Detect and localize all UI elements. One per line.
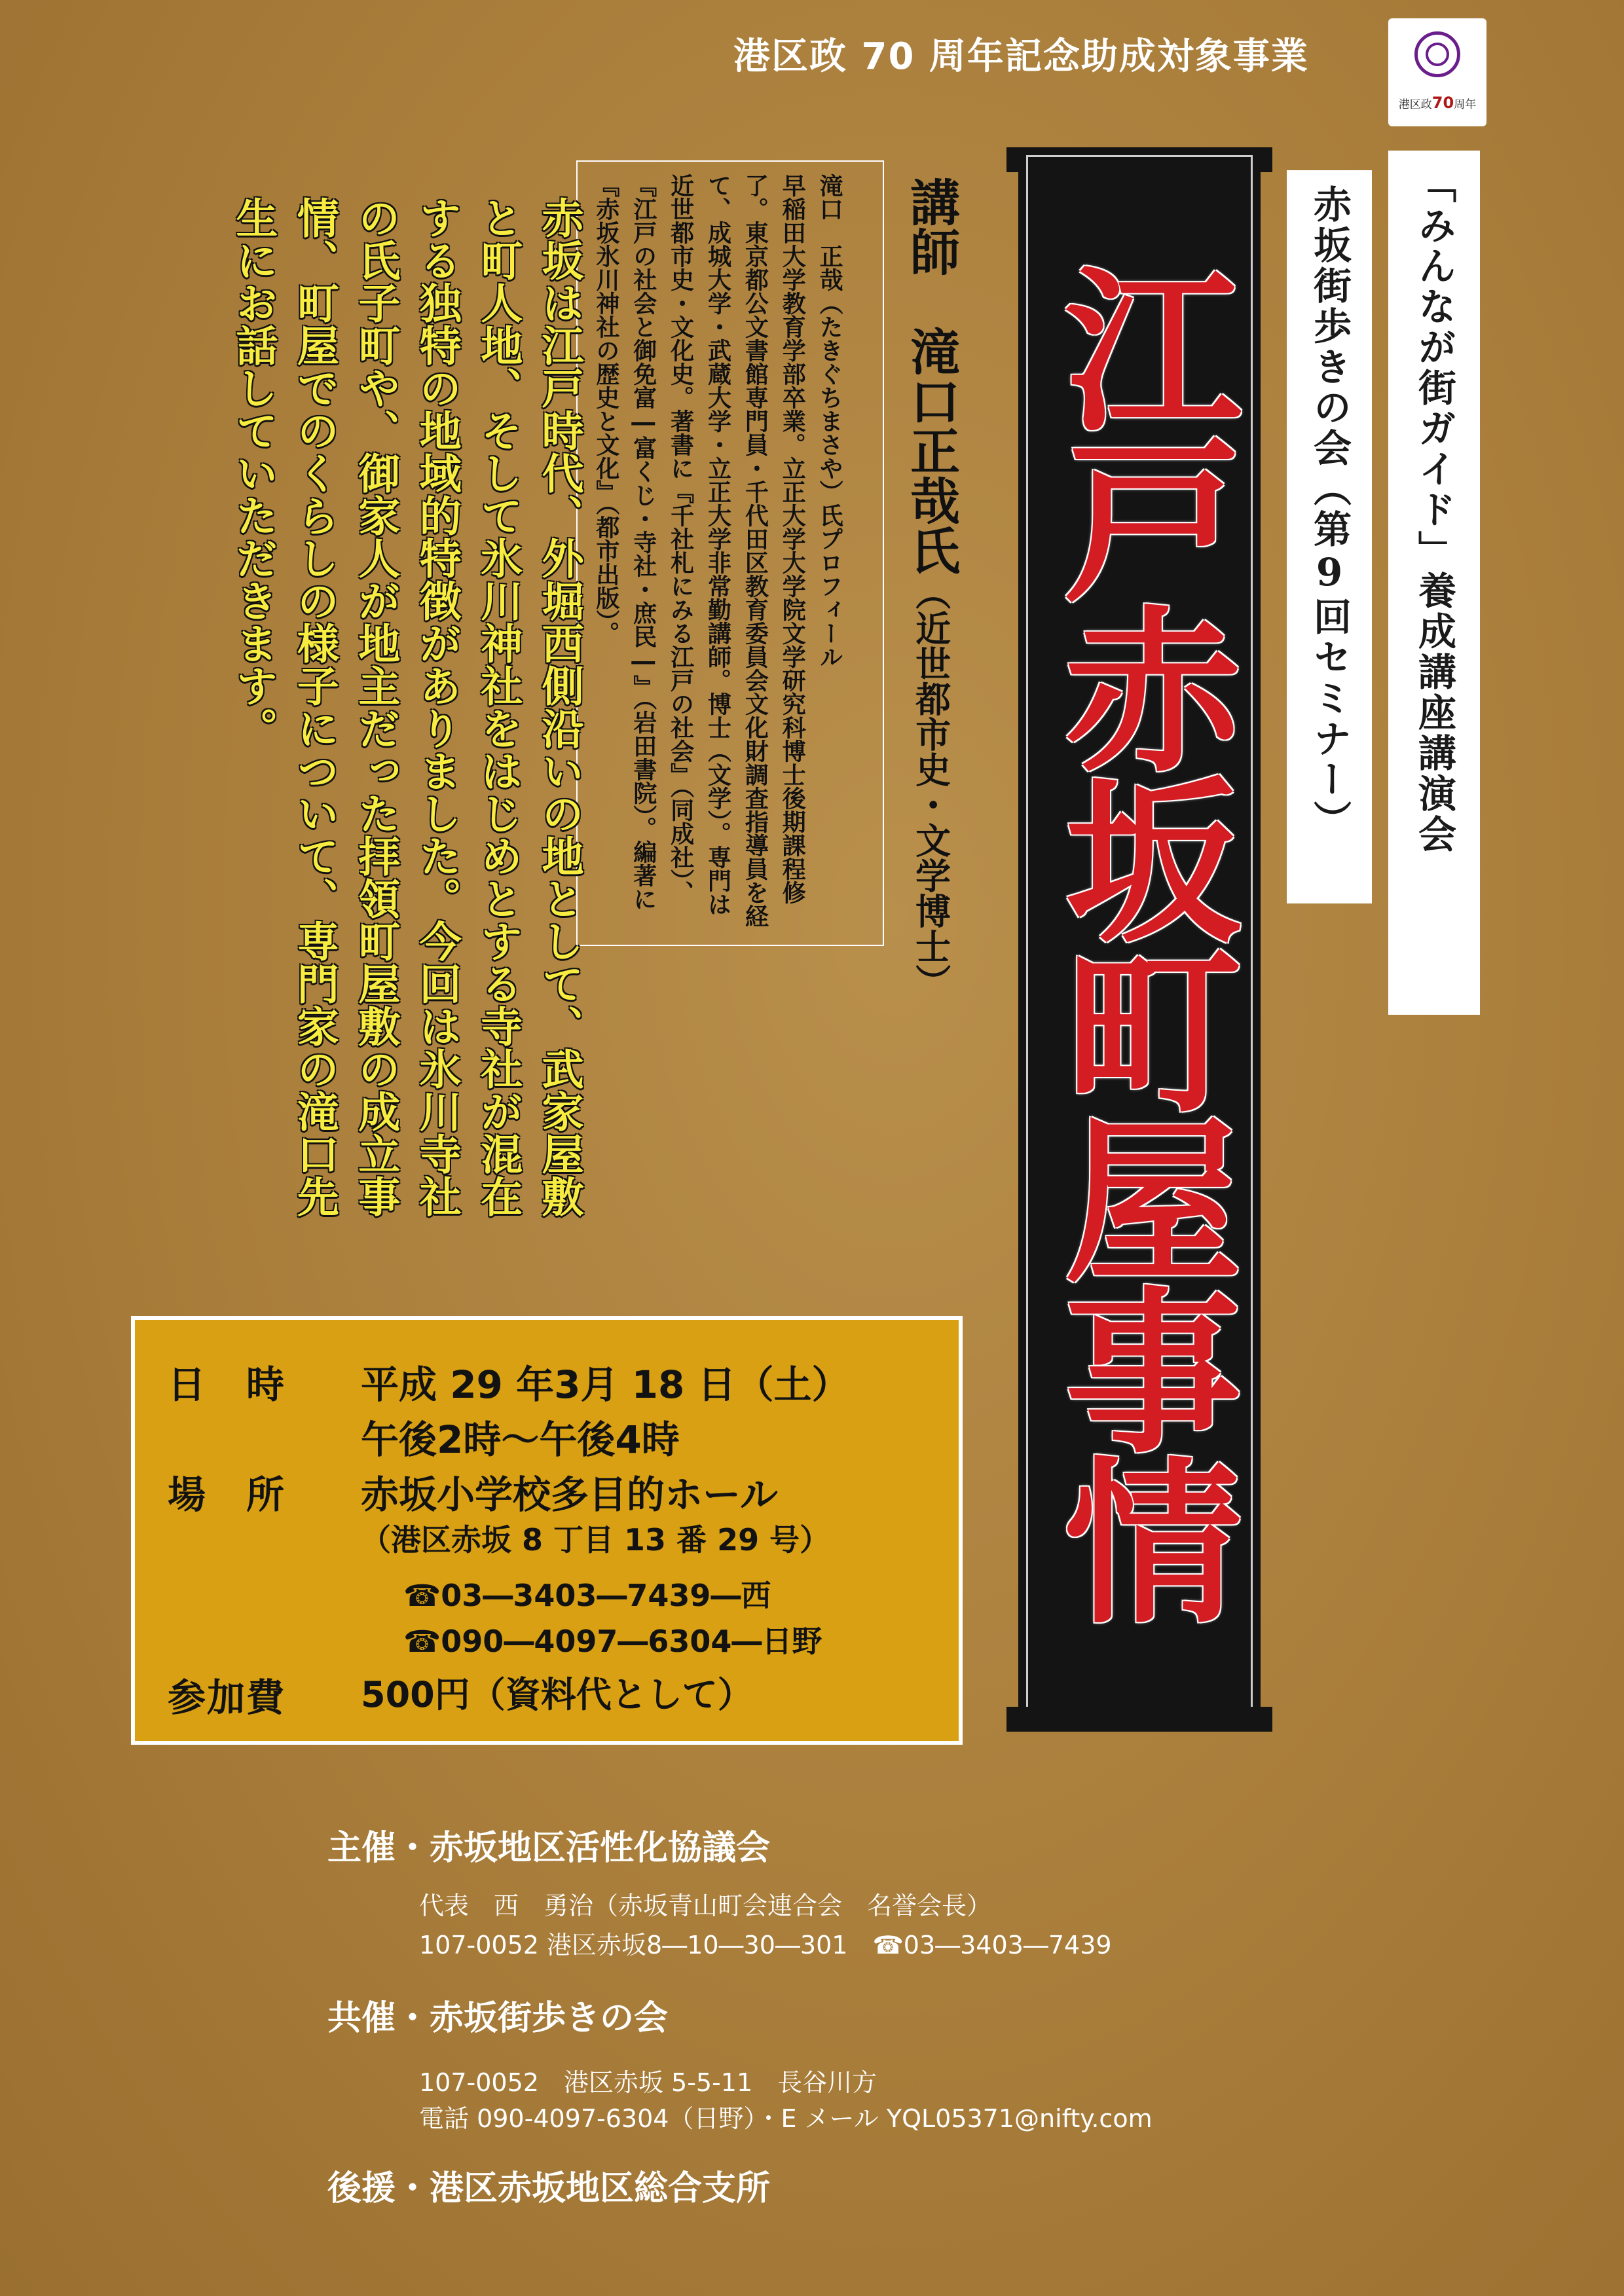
seminar-text: 赤坂街歩きの会（第9回セミナー）: [1307, 185, 1352, 841]
supporter: 後援・港区赤坂地区総合支所: [327, 2169, 771, 2208]
event-info-box: [131, 1316, 963, 1745]
seminar-banner: [1287, 170, 1372, 903]
place-label: 場 所: [168, 1472, 286, 1517]
sponsor-label: 港区政 70 周年記念助成対象事業: [733, 35, 1309, 78]
title-panel: [1018, 147, 1261, 1732]
title-frame: [1026, 155, 1253, 1724]
guide-lecture-text: 「みんなが街ガイド」養成講座講演会: [1412, 165, 1456, 855]
contact-phone-2: ☎090―4097―6304―日野: [403, 1624, 822, 1659]
profile-text: [587, 173, 847, 933]
date-label: 日 時: [168, 1362, 286, 1407]
event-title-text: 江戸赤坂町屋事情: [1035, 259, 1244, 1620]
co-host-address: 107-0052 港区赤坂 5-5-11 長谷川方: [419, 2068, 877, 2097]
event-date: 平成 29 年3月 18 日（土）: [361, 1362, 850, 1407]
organizer: 主催・赤坂地区活性化協議会: [327, 1829, 771, 1868]
logo-caption: [1388, 94, 1486, 112]
contact-phone-1: ☎03―3403―7439―西: [403, 1578, 771, 1613]
logo-caption-num: 70: [1431, 94, 1454, 112]
lecturer-block: [904, 177, 959, 1178]
event-fee: 500円（資料代として）: [361, 1674, 753, 1715]
guide-lecture-banner: [1388, 151, 1480, 1015]
event-title: [1028, 157, 1251, 1722]
organizer-address: 107-0052 港区赤坂8―10―30―301 ☎03―3403―7439: [419, 1931, 1112, 1959]
fee-label: 参加費: [168, 1675, 286, 1720]
lecturer-specialty: （近世都市史・文学博士）: [910, 575, 952, 999]
co-host-contact: 電話 090-4097-6304（日野）・E メール YQL05371@nifty.com: [419, 2104, 1153, 2133]
event-place: 赤坂小学校多目的ホール: [361, 1472, 778, 1517]
profile-box: [576, 160, 884, 946]
event-time: 午後2時～午後4時: [361, 1417, 680, 1462]
minato-70th-logo: [1388, 18, 1486, 126]
profile-title: 滝口 正哉（たきぐちまさや）氏プロフィール: [816, 173, 843, 668]
logo-caption-suffix: 周年: [1454, 98, 1477, 111]
event-address: （港区赤坂 8 丁目 13 番 29 号）: [361, 1522, 830, 1558]
profile-body: 早稲田大学教育学部卒業。立正大学大学院文学研究科博士後期課程修了。東京都公文書館専門員・千代田区教育委員会文化財調査指導員を経て、成城大学・武蔵大学・立正大学非常勤講師。博士（文学）。専門は近世都市史・文化史。著書に『千社札にみる江戸の社会』（同成社）、『江戸の社会と御免富―富くじ・寺社・庶民―』（岩田書院）。編著に『赤坂氷川神社の歴史と文化』（都市出版）。: [592, 173, 806, 928]
logo-emblem-icon: [1414, 31, 1460, 77]
lecturer-name: 講師 滝口正哉氏: [902, 177, 961, 575]
organizer-representative: 代表 西 勇治（赤坂青山町会連合会 名誉会長）: [419, 1891, 992, 1920]
co-host: 共催・赤坂街歩きの会: [327, 1999, 669, 2038]
logo-caption-prefix: 港区政: [1398, 98, 1432, 111]
event-description: 赤坂は江戸時代、外堀西側沿いの地として、武家屋敷と町人地、そして氷川神社をはじめとする寺社が混在する独特の地域的特徴がありました。今回は氷川寺社の氏子町や、御家人が地主だった拝領町屋敷の成立事情、町屋でのくらしの様子について、専門家の滝口先生にお話していただきます。: [229, 196, 584, 1218]
